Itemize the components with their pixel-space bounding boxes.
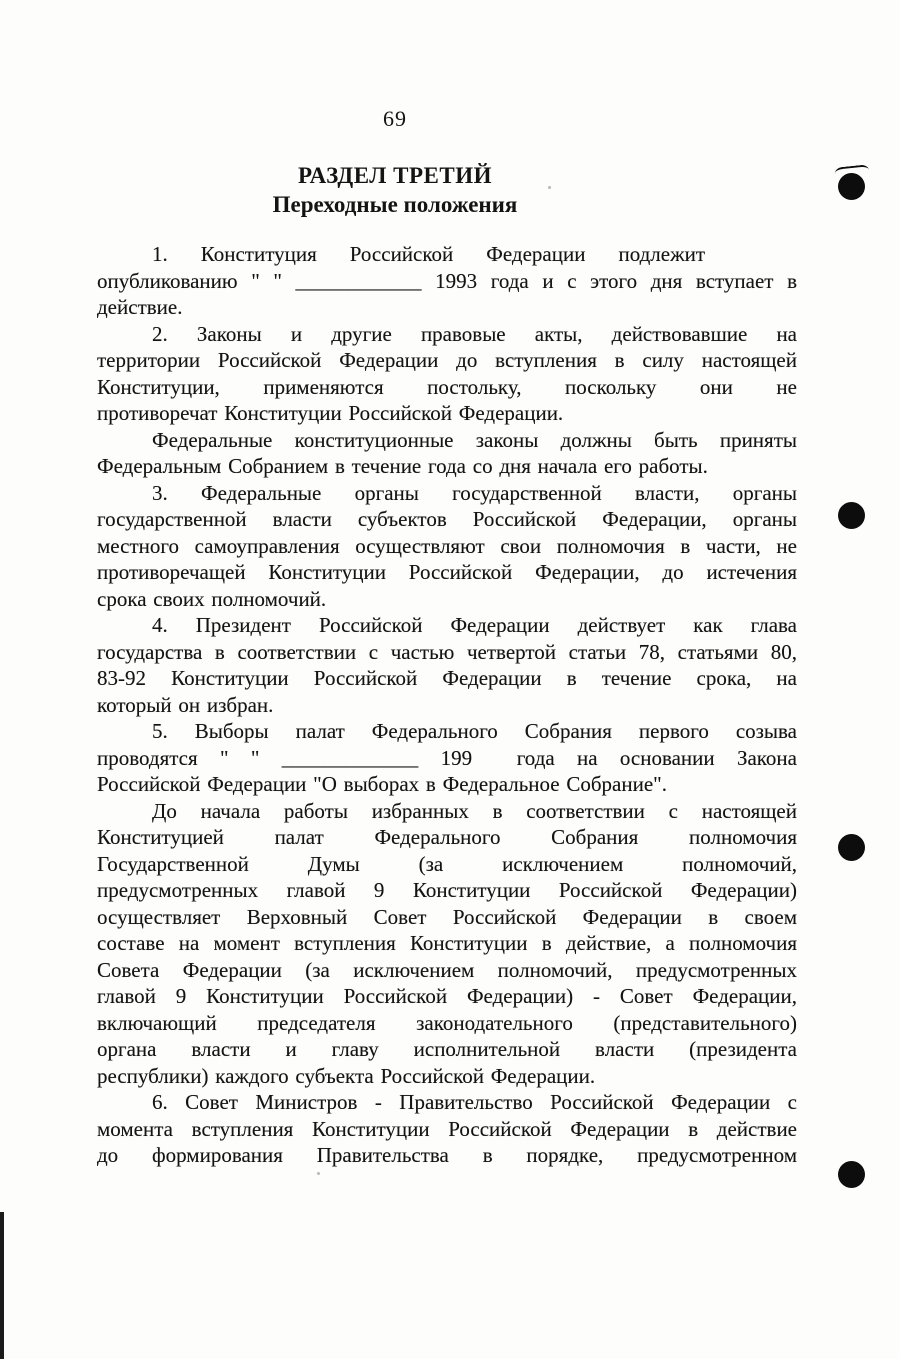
text-line: 6. Совет Министров - Правительство Российской Федерации с: [152, 1090, 797, 1114]
text-line: республики) каждого субъекта Российской Федерации.: [97, 1063, 596, 1088]
text-line: Российской Федерации "О выборах в Федеральное Собрание".: [97, 772, 668, 796]
text-line: противоречат Конституции Российской Федерации.: [97, 401, 564, 425]
text-line: Конституцией палат Федерального Собрания полномочия: [97, 825, 797, 849]
text-line: Федеральные конституционные законы должны быть приняты: [152, 427, 797, 452]
text-line: включающий председателя законодательного (представительного): [97, 1010, 797, 1035]
text-line: срока своих полномочий.: [97, 586, 327, 611]
text-line: Федеральным Собранием в течение года со дня начала его работы.: [97, 454, 708, 478]
scan-edge-artifact: [0, 1212, 4, 1359]
text-line: опубликованию " " ____________ 1993 года и с этого дня вступает в: [97, 268, 797, 293]
punch-hole-mark: [838, 173, 865, 200]
text-line: 5. Выборы палат Федерального Собрания первого созыва: [152, 719, 797, 743]
punch-hole-mark: [838, 502, 865, 529]
text-line: до формирования Правительства в порядке, предусмотренном: [97, 1143, 797, 1167]
text-line: 1. Конституция Российской Федерации подлежит: [152, 242, 705, 266]
text-line: Государственной Думы (за исключением полномочий,: [97, 851, 797, 876]
text-line: осуществляет Верховный Совет Российской Федерации в своем: [97, 904, 797, 929]
page-number: 69: [383, 106, 407, 131]
text-line: государства в соответствии с частью четвертой статьи 78, статьями 80,: [97, 639, 797, 664]
text-line: момента вступления Конституции Российской Федерации в действие: [97, 1116, 797, 1141]
text-line: действие.: [97, 295, 183, 319]
punch-hole-mark: [838, 834, 865, 861]
text-line: государственной власти субъектов Российской Федерации, органы: [97, 507, 797, 531]
text-line: проводятся " " _____________ 199 года на основании Закона: [97, 745, 797, 770]
text-line: противоречащей Конституции Российской Федерации, до истечения: [97, 560, 797, 584]
scan-speck: [548, 186, 551, 189]
section-subtitle: Переходные положения: [272, 192, 518, 217]
text-line: территории Российской Федерации до вступления в силу настоящей: [97, 348, 797, 372]
text-line: 3. Федеральные органы государственной власти, органы: [152, 480, 797, 505]
text-line: который он избран.: [97, 692, 274, 717]
text-line: местного самоуправления осуществляют свои полномочия в части, не: [97, 533, 797, 558]
text-line: 83-92 Конституции Российской Федерации в течение срока, на: [97, 666, 797, 690]
text-line: главой 9 Конституции Российской Федерации) - Совет Федерации,: [97, 984, 797, 1008]
text-line: 2. Законы и другие правовые акты, действовавшие на: [152, 321, 797, 346]
text-line: составе на момент вступления Конституции в действие, а полномочия: [97, 931, 797, 955]
document-body: [97, 241, 797, 1169]
punch-hole-mark: [838, 1161, 865, 1188]
section-title: РАЗДЕЛ ТРЕТИЙ: [298, 163, 492, 188]
text-line: Совета Федерации (за исключением полномочий, предусмотренных: [97, 957, 797, 982]
text-line: 4. Президент Российской Федерации действует как глава: [152, 613, 797, 637]
text-line: предусмотренных главой 9 Конституции Российской Федерации): [97, 878, 797, 902]
text-line: До начала работы избранных в соответствии с настоящей: [152, 798, 797, 823]
scan-speck: [317, 1172, 320, 1175]
text-line: Конституции, применяются постольку, поскольку они не: [97, 374, 797, 399]
text-line: органа власти и главу исполнительной власти (президента: [97, 1037, 797, 1061]
